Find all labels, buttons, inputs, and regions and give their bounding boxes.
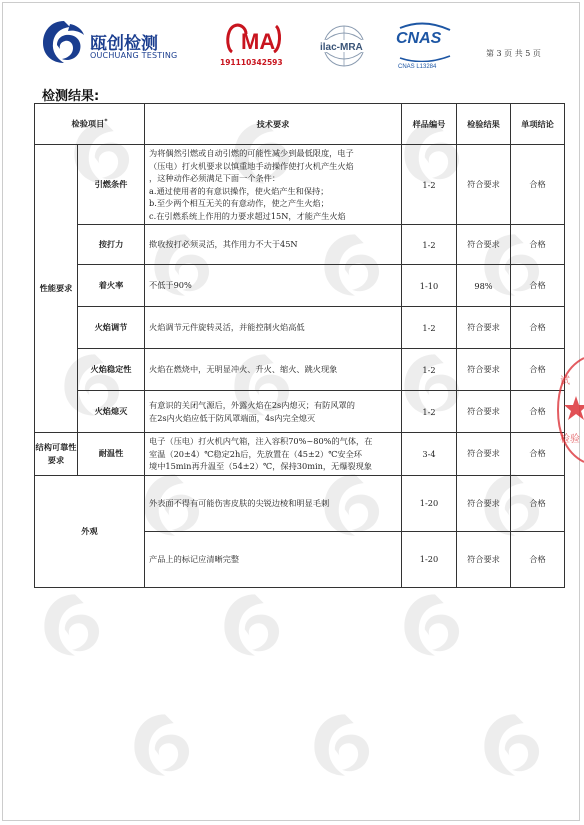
results-table xyxy=(34,103,565,588)
conclusion-cell: 合格 xyxy=(511,145,565,225)
company-name-cn: 瓯创检测 xyxy=(90,34,158,54)
result-cell: 符合要求 xyxy=(457,433,511,476)
page-indicator: 第 3 页 共 5 页 xyxy=(486,49,541,58)
table-row xyxy=(35,145,565,225)
requirement-cell xyxy=(145,145,402,225)
watermark-logo-icon xyxy=(220,590,290,660)
requirement-cell xyxy=(145,475,402,531)
item-cell: 火焰稳定性 xyxy=(78,349,145,391)
requirement-line: 室温（20±4）℃稳定2h后，先放置在（45±2）℃安全环 xyxy=(149,448,362,459)
requirement-cell xyxy=(145,225,402,265)
result-cell: 符合要求 xyxy=(457,225,511,265)
watermark-logo-icon xyxy=(480,710,550,780)
requirement-line: ，这种动作必须满足下面一个条件： xyxy=(149,173,281,183)
cma-mark xyxy=(220,22,290,72)
conclusion-cell: 合格 xyxy=(511,433,565,476)
cma-label: MA xyxy=(241,29,276,54)
cma-logo-icon xyxy=(224,22,282,56)
requirement-line: 不低于90% xyxy=(149,280,192,291)
conclusion-cell: 合格 xyxy=(511,349,565,391)
requirement-line: c.在引燃系统上作用的力要求超过15N，才能产生火焰 xyxy=(149,210,346,221)
table-row xyxy=(35,475,565,531)
svg-text:试: 试 xyxy=(560,376,570,387)
result-cell: 符合要求 xyxy=(457,475,511,531)
table-row xyxy=(35,349,565,391)
header-item: 检验项目* xyxy=(35,104,145,145)
category-cell: 结构可靠性要求 xyxy=(35,433,78,476)
cnas-label: CNAS xyxy=(396,30,442,47)
sample-no-cell: 1-20 xyxy=(402,531,457,587)
item-cell: 火焰调节 xyxy=(78,307,145,349)
header-requirement: 技术要求 xyxy=(145,104,402,145)
result-cell: 符合要求 xyxy=(457,145,511,225)
result-cell: 符合要求 xyxy=(457,307,511,349)
requirement-line: 在2s内火焰应低于防风罩端面，4s内完全熄灭 xyxy=(149,412,316,423)
conclusion-cell: 合格 xyxy=(511,265,565,307)
result-cell: 符合要求 xyxy=(457,531,511,587)
conclusion-cell: 合格 xyxy=(511,531,565,587)
result-cell: 符合要求 xyxy=(457,391,511,433)
cnas-number: CNAS L13284 xyxy=(398,64,437,70)
requirement-line: （压电）打火机要求以慎重地手动操作使打火机产生火焰 xyxy=(149,160,354,171)
sample-no-cell: 1-20 xyxy=(402,475,457,531)
category-cell: 外观 xyxy=(35,475,145,587)
ilac-logo-icon xyxy=(316,22,372,70)
requirement-cell xyxy=(145,265,402,307)
table-header-row xyxy=(35,104,565,145)
requirement-line: b.至少两个相互无关的有意动作，使之产生火焰； xyxy=(149,198,329,208)
table-row xyxy=(35,225,565,265)
requirement-line: a.通过使用者的有意识操作，使火焰产生和保持； xyxy=(149,185,329,196)
item-cell: 按打力 xyxy=(78,225,145,265)
requirement-line: 为将偶然引燃或自动引燃的可能性减少到最低限度，电子 xyxy=(149,148,354,158)
item-cell: 耐温性 xyxy=(78,433,145,476)
header-conclusion: 单项结论 xyxy=(511,104,565,145)
company-name-en: OUCHUANG TESTING xyxy=(90,51,178,60)
table-row xyxy=(35,307,565,349)
header-sample-no: 样品编号 xyxy=(402,104,457,145)
sample-no-cell: 1-2 xyxy=(402,349,457,391)
conclusion-cell: 合格 xyxy=(511,475,565,531)
sample-no-cell: 1-2 xyxy=(402,307,457,349)
category-cell: 性能要求 xyxy=(35,145,78,433)
watermark-logo-icon xyxy=(310,710,380,780)
item-cell: 着火率 xyxy=(78,265,145,307)
header-result: 检验结果 xyxy=(457,104,511,145)
requirement-line: 境中15min再升温至（54±2）℃，保持30min，无爆裂现象 xyxy=(149,461,372,471)
seal-stamp xyxy=(554,356,584,464)
section-title: 检测结果: xyxy=(42,89,100,104)
ilac-mra-mark xyxy=(316,22,372,72)
watermark-logo-icon xyxy=(400,590,470,660)
conclusion-cell: 合格 xyxy=(511,225,565,265)
result-cell: 符合要求 xyxy=(457,349,511,391)
conclusion-cell: 合格 xyxy=(511,391,565,433)
requirement-line: 火焰在燃烧中，无明显冲火、升火、缩火、跳火现象 xyxy=(149,364,338,375)
company-logo xyxy=(40,18,180,70)
cma-number: 191110342593 xyxy=(220,58,283,67)
watermark-logo-icon xyxy=(40,590,110,660)
requirement-line: 电子（压电）打火机内气箱，注入容积70%~80%的气体，在 xyxy=(149,436,373,446)
conclusion-cell: 合格 xyxy=(511,307,565,349)
ilac-label: ilac-MRA xyxy=(320,42,363,53)
ouchuang-logo-icon xyxy=(40,18,88,66)
requirement-line: 外表面不得有可能伤害皮肤的尖锐边棱和明显毛刺 xyxy=(149,497,330,508)
item-cell: 引燃条件 xyxy=(78,145,145,225)
table-row xyxy=(35,265,565,307)
sample-no-cell: 1-2 xyxy=(402,225,457,265)
requirement-line: 有意识的关闭气源后，外露火焰在2s内熄灭；有防风罩的 xyxy=(149,400,355,410)
result-cell: 98% xyxy=(457,265,511,307)
sample-no-cell: 3-4 xyxy=(402,433,457,476)
svg-text:检验: 检验 xyxy=(560,434,580,445)
sample-no-cell: 1-2 xyxy=(402,391,457,433)
watermark-logo-icon xyxy=(130,710,200,780)
requirement-cell xyxy=(145,349,402,391)
table-row xyxy=(35,391,565,433)
sample-no-cell: 1-10 xyxy=(402,265,457,307)
requirement-line: 产品上的标记应清晰完整 xyxy=(149,553,240,564)
requirement-cell xyxy=(145,391,402,433)
requirement-cell xyxy=(145,307,402,349)
item-cell: 火焰熄灭 xyxy=(78,391,145,433)
cnas-mark xyxy=(394,22,456,72)
requirement-cell xyxy=(145,531,402,587)
requirement-line: 揿收按打必须灵活，其作用力不大于45N xyxy=(149,239,298,250)
seal-fragment-icon xyxy=(554,356,584,464)
table-row xyxy=(35,433,565,476)
sample-no-cell: 1-2 xyxy=(402,145,457,225)
requirement-cell xyxy=(145,433,402,476)
requirement-line: 火焰调节元件旋转灵活，并能控制火焰高低 xyxy=(149,322,305,333)
